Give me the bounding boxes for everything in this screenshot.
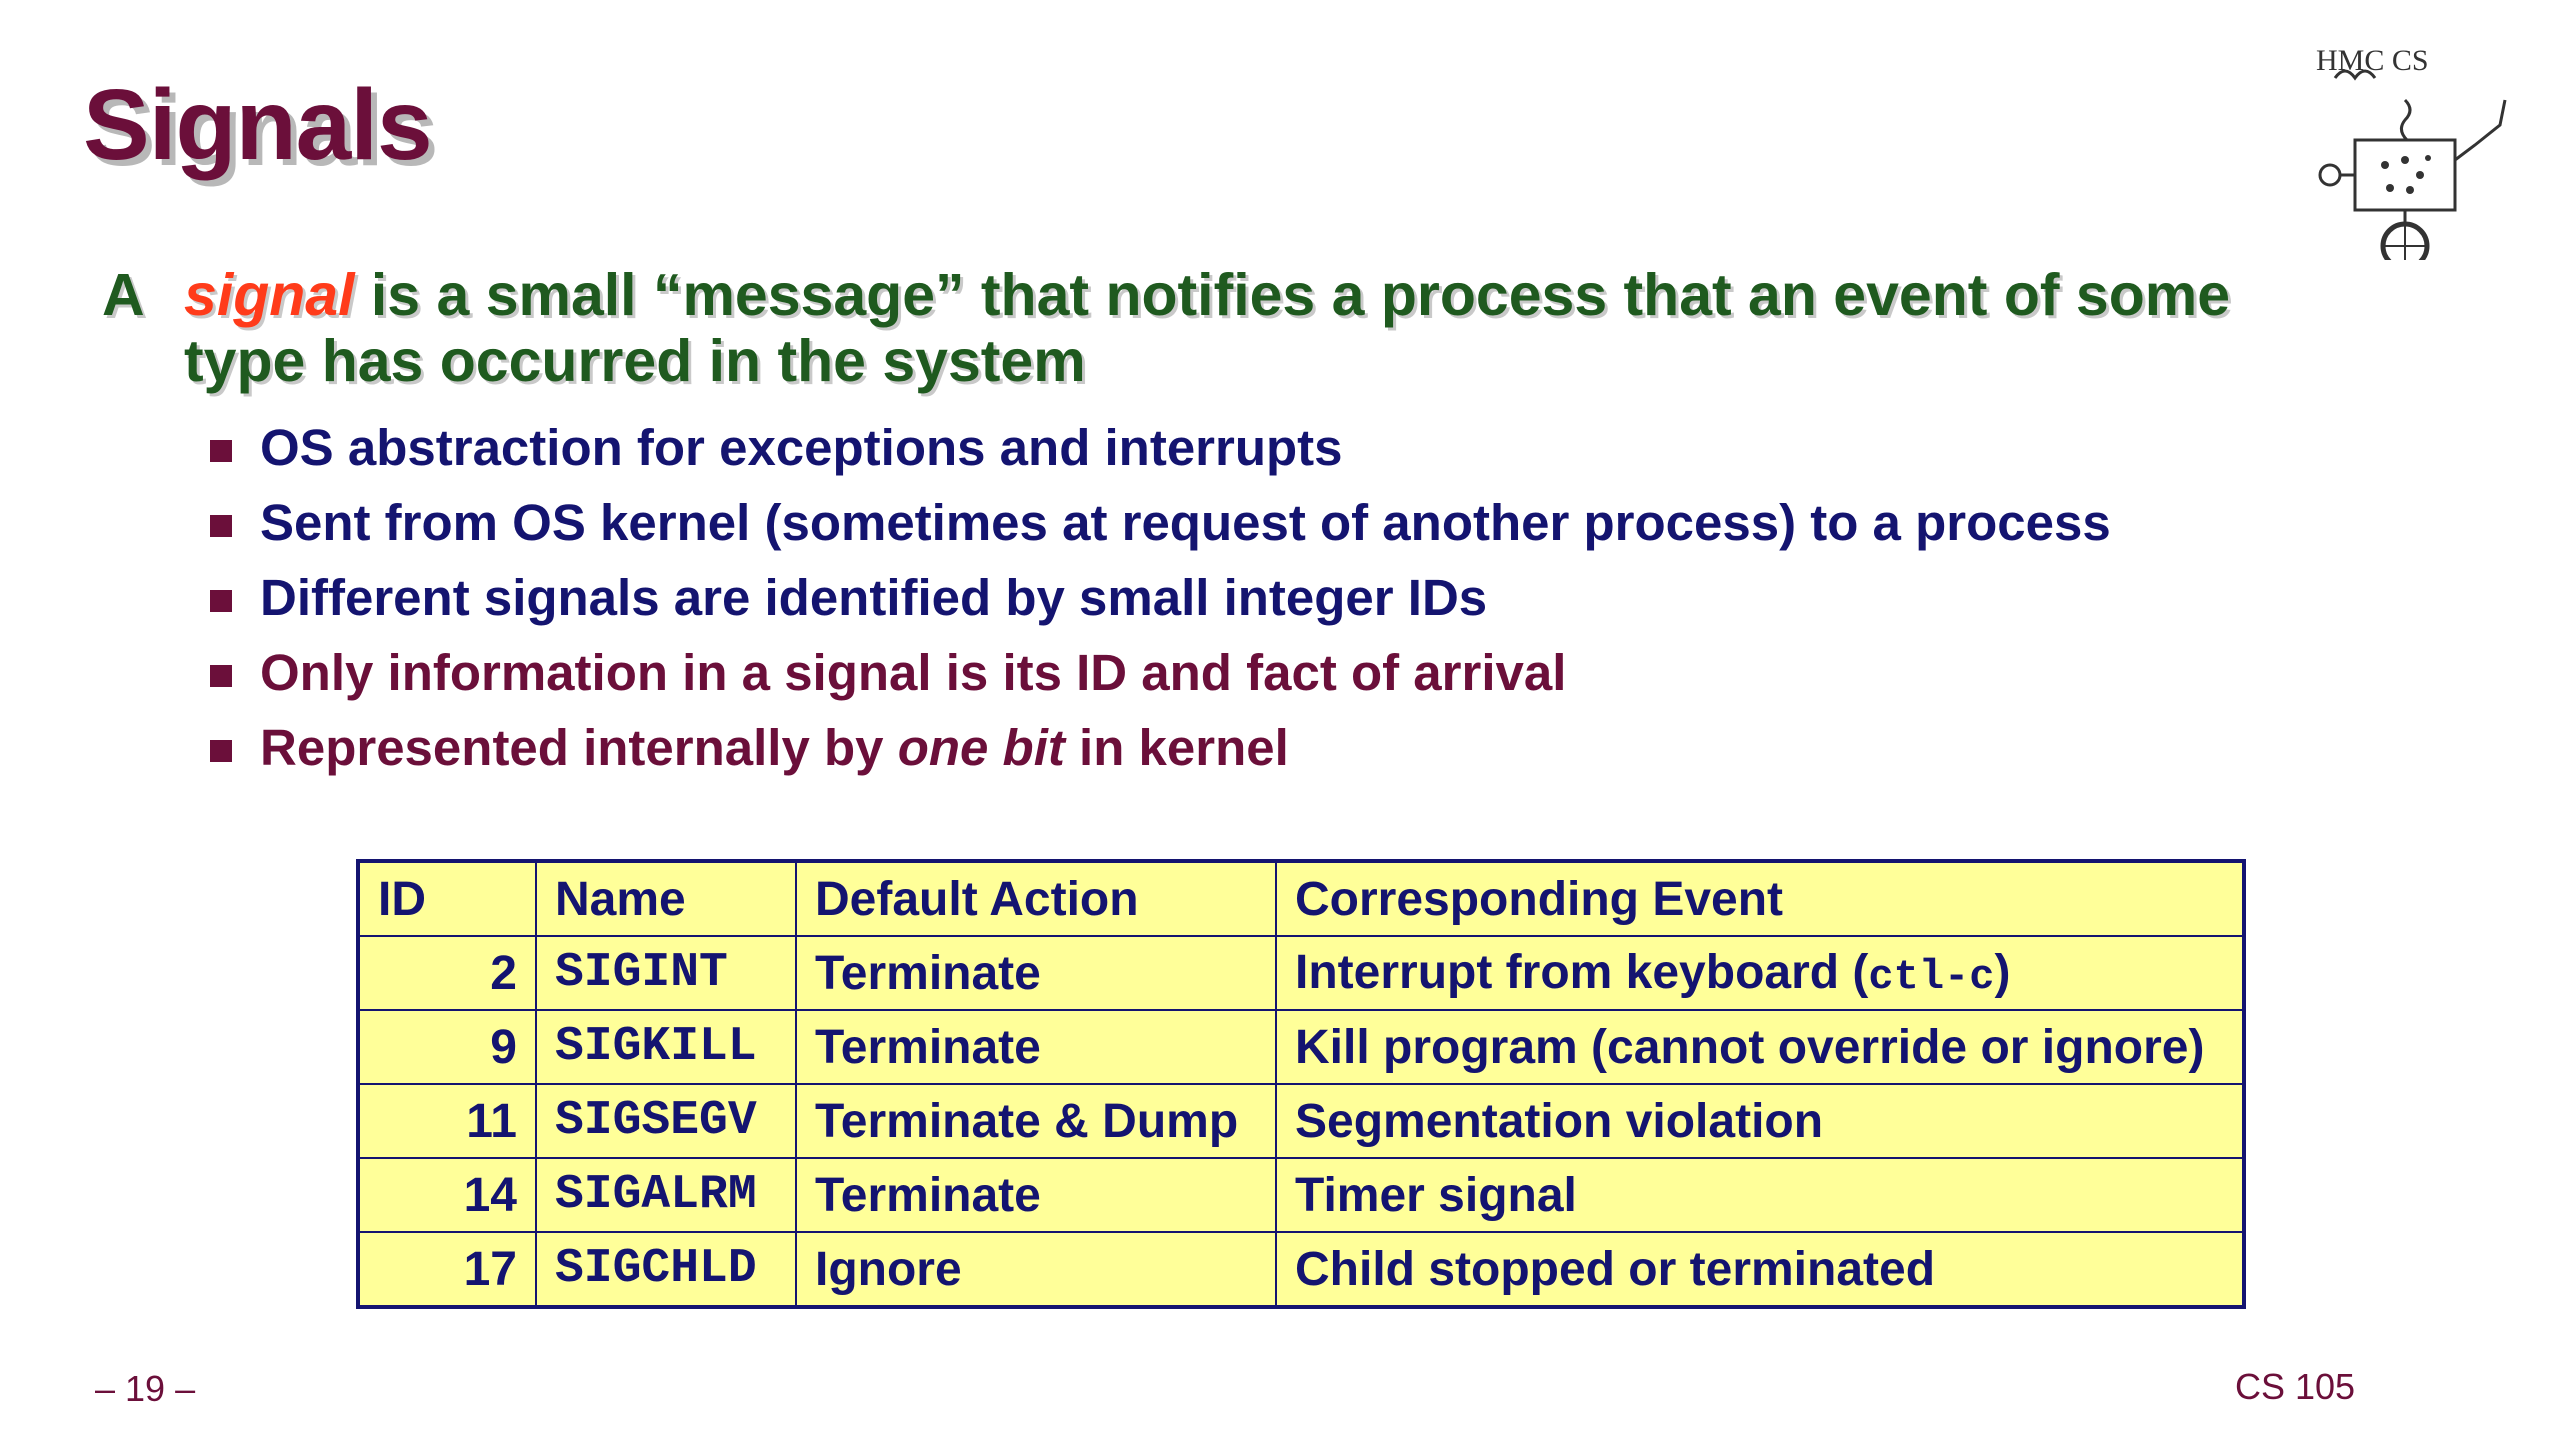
table-header-row [358, 861, 2244, 936]
course-label: CS 105 [2235, 1366, 2356, 1407]
bullet-item [210, 710, 2111, 785]
header-default-action: Default Action [796, 861, 1276, 936]
table-row [358, 936, 2244, 1010]
signal-action: Terminate [796, 1158, 1276, 1232]
bullet-text: Different signals are identified by small integer IDs [260, 569, 1488, 626]
bullet-item [210, 635, 2111, 710]
signal-event: Kill program (cannot override or ignore) [1276, 1010, 2244, 1084]
signal-action: Terminate [796, 1010, 1276, 1084]
bullet-text-before: Represented internally by [260, 719, 898, 776]
table-row [358, 1084, 2244, 1158]
bullet-square-icon [210, 665, 232, 687]
signal-name: SIGALRM [536, 1158, 796, 1232]
bullet-item [210, 560, 2111, 635]
main-point-line2: type has occurred in the system [184, 328, 1086, 394]
bullet-item [210, 410, 2111, 485]
signal-id: 9 [358, 1010, 536, 1084]
bullet-square-icon [210, 590, 232, 612]
signal-id: 17 [358, 1232, 536, 1307]
table-row [358, 1158, 2244, 1232]
bullet-square-icon [210, 515, 232, 537]
main-point-emphasis: signal [184, 262, 355, 328]
bullet-square-icon [210, 740, 232, 762]
signal-id: 2 [358, 936, 536, 1010]
signal-action: Terminate & Dump [796, 1084, 1276, 1158]
header-name: Name [536, 861, 796, 936]
signal-event: Child stopped or terminated [1276, 1232, 2244, 1307]
signal-event [1276, 936, 2244, 1010]
signal-id: 14 [358, 1158, 536, 1232]
signal-event-after: ) [1994, 946, 2011, 999]
bullet-list [210, 410, 2111, 785]
signal-action: Terminate [796, 936, 1276, 1010]
signal-name: SIGKILL [536, 1010, 796, 1084]
header-corresponding-event: Corresponding Event [1276, 861, 2244, 936]
hmc-cs-robot-logo [2310, 30, 2510, 260]
signal-action: Ignore [796, 1232, 1276, 1307]
logo-text: HMC CS [2316, 44, 2429, 77]
main-point-line1: is a small “message” that notifies a process that an event of some [354, 262, 2231, 328]
signal-event: Segmentation violation [1276, 1084, 2244, 1158]
page-number: – 19 – [95, 1368, 196, 1409]
bullet-text: Only information in a signal is its ID and fact of arrival [260, 644, 1567, 701]
signal-id: 11 [358, 1084, 536, 1158]
bullet-item [210, 485, 2111, 560]
signal-name: SIGINT [536, 936, 796, 1010]
table-row [358, 1010, 2244, 1084]
bullet-text: Sent from OS kernel (sometimes at request of another process) to a process [260, 494, 2111, 551]
bullet-text: OS abstraction for exceptions and interrupts [260, 419, 1343, 476]
signal-name: SIGCHLD [536, 1232, 796, 1307]
bullet-text-emphasis: one bit [897, 719, 1065, 776]
signals-table [356, 859, 2246, 1309]
signal-event: Timer signal [1276, 1158, 2244, 1232]
bullet-text-after: in kernel [1064, 719, 1289, 776]
signal-event-code: ctl-c [1868, 953, 1995, 1001]
slide-title: Signals [83, 69, 432, 181]
signal-name: SIGSEGV [536, 1084, 796, 1158]
signal-event-text: Interrupt from keyboard ( [1295, 946, 1869, 999]
header-id: ID [358, 861, 536, 936]
bullet-square-icon [210, 440, 232, 462]
table-row [358, 1232, 2244, 1307]
main-point-lead: A [102, 262, 145, 328]
main-point [102, 262, 2462, 394]
